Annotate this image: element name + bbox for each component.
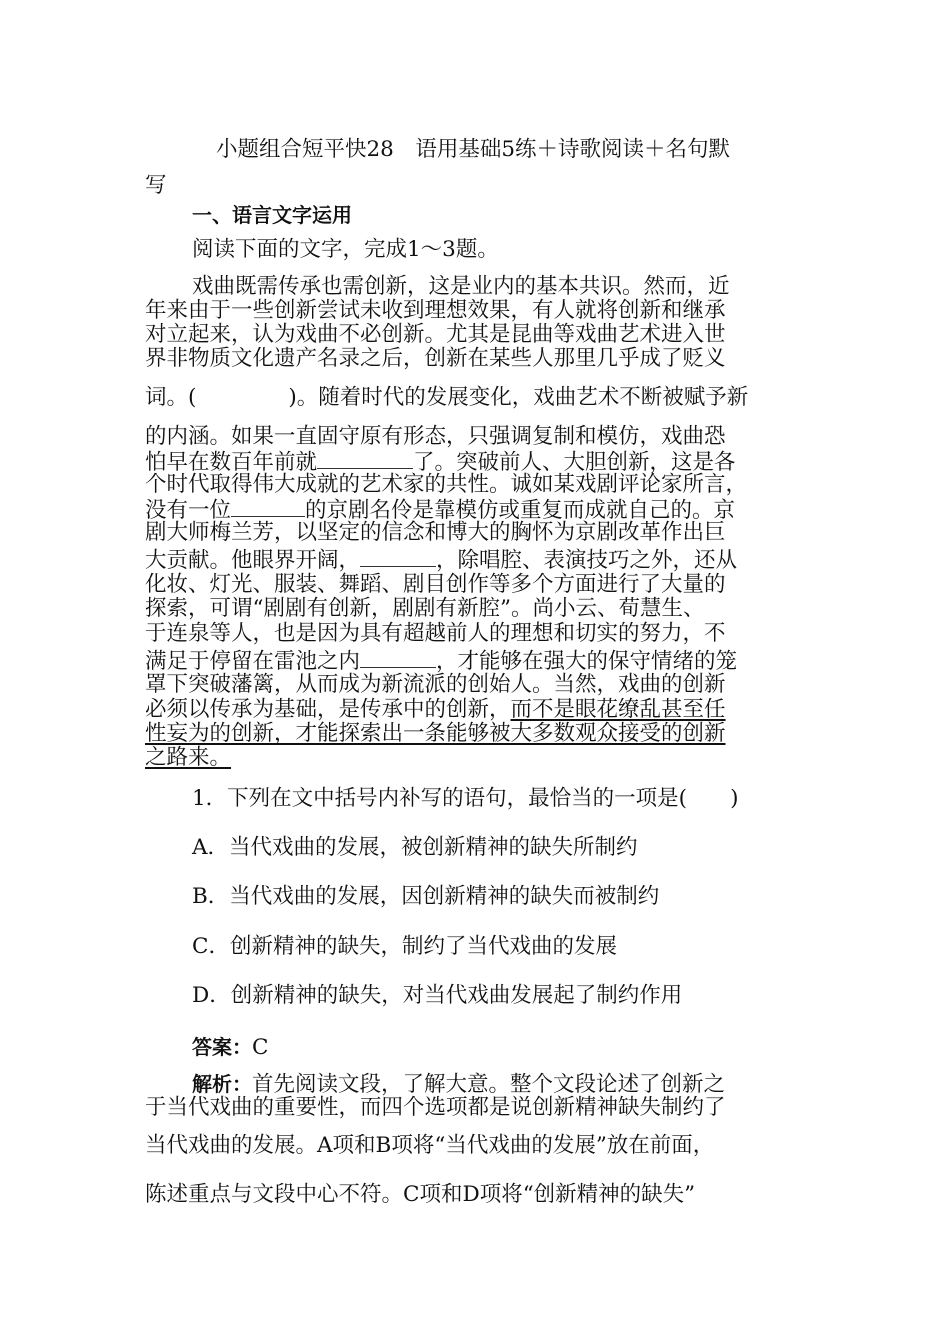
- analysis-label: 解析：: [192, 1072, 252, 1096]
- passage-line: 于连泉等人，也是因为具有超越前人的理想和切实的努力，不: [145, 621, 726, 646]
- passage-line: [145, 697, 726, 723]
- analysis-line: 当代戏曲的发展。A项和B项将“当代戏曲的发展”放在前面，: [145, 1133, 715, 1158]
- reading-instruction: 阅读下面的文字，完成1～3题。: [192, 237, 499, 262]
- fill-in-blank: [360, 647, 436, 668]
- passage-line: 戏曲既需传承也需创新，这是业内的基本共识。然而，近: [192, 274, 730, 299]
- passage-line: 界非物质文化遗产名录之后，创新在某些人那里几乎成了贬义: [145, 346, 726, 371]
- passage-line: [145, 546, 737, 574]
- passage-line: 化妆、灯光、服装、舞蹈、剧目创作等多个方面进行了大量的: [145, 572, 726, 597]
- passage-text: 怕早在数百年前就: [145, 450, 318, 475]
- passage-line: 年来由于一些创新尝试未收到理想效果，有人就将创新和继承: [145, 298, 726, 323]
- option-d: D．创新精神的缺失，对当代戏曲发展起了制约作用: [192, 983, 683, 1008]
- underlined-sentence: 之路来。: [145, 745, 232, 770]
- passage-line: 剧大师梅兰芳，以坚定的信念和博大的胸怀为京剧改革作出巨: [145, 520, 726, 545]
- option-a: A．当代戏曲的发展，被创新精神的缺失所制约: [192, 835, 638, 860]
- passage-line: [145, 385, 748, 411]
- document-title: 小题组合短平快28 语用基础5练＋诗歌阅读＋名句默: [216, 137, 731, 162]
- passage-line: 罩下突破藩篱，从而成为新流派的创始人。当然，戏曲的创新: [145, 672, 726, 697]
- passage-line: [145, 647, 737, 675]
- question-stem: 1．下列在文中括号内补写的语句，最恰当的一项是( ): [192, 786, 739, 811]
- fill-in-blank: [231, 496, 305, 517]
- section-heading: 一、语言文字运用: [192, 203, 352, 227]
- passage-line: 的内涵。如果一直固守原有形态，只强调复制和模仿，戏曲恐: [145, 424, 726, 449]
- passage-text: 满足于停留在雷池之内: [145, 649, 361, 674]
- passage-text: 没有一位: [145, 498, 232, 523]
- option-b: B．当代戏曲的发展，因创新精神的缺失而被制约: [192, 884, 660, 909]
- document-title-continued: 写: [145, 173, 167, 198]
- answer-value: C: [252, 1035, 269, 1060]
- analysis-text: 首先阅读文段，了解大意。整个文段论述了创新之: [252, 1072, 726, 1097]
- passage-text: 词。(: [145, 385, 197, 410]
- passage-text: 必须以传承为基础，是传承中的创新，: [145, 697, 511, 722]
- answer-label: 答案：: [192, 1035, 252, 1059]
- passage-text: ，才能够在强大的保守情绪的笼: [436, 649, 738, 674]
- analysis-line: 陈述重点与文段中心不符。C项和D项将“创新精神的缺失”: [145, 1182, 696, 1207]
- answer-line: [192, 1034, 268, 1061]
- underlined-sentence: 而不是眼花缭乱甚至任: [510, 697, 726, 722]
- passage-text: 大贡献。他眼界开阔，: [145, 548, 361, 573]
- analysis-line: 于当代戏曲的重要性，而四个选项都是说创新精神缺失制约了: [145, 1095, 726, 1120]
- passage-line: 对立起来，认为戏曲不必创新。尤其是昆曲等戏曲艺术进入世: [145, 322, 726, 347]
- option-c: C．创新精神的缺失，制约了当代戏曲的发展: [192, 934, 617, 959]
- passage-text: )。随着时代的发展变化，戏曲艺术不断被赋予新: [288, 385, 749, 410]
- fill-in-blank: [317, 448, 413, 469]
- passage-line: 探索，可谓“剧剧有创新，剧剧有新腔”。尚小云、荀慧生、: [145, 596, 705, 621]
- fill-in-blank: [360, 546, 436, 567]
- passage-text: 的京剧名伶是靠模仿或重复而成就自己的。京: [305, 498, 736, 523]
- underlined-sentence: 性妄为的创新，才能探索出一条能够被大多数观众接受的创新: [145, 721, 726, 746]
- passage-line: 个时代取得伟大成就的艺术家的共性。诚如某戏剧评论家所言，: [145, 472, 748, 497]
- passage-text: ，除唱腔、表演技巧之外，还从: [436, 548, 738, 573]
- passage-text: 了。突破前人、大胆创新，这是各: [413, 450, 736, 475]
- analysis-line: [192, 1071, 725, 1098]
